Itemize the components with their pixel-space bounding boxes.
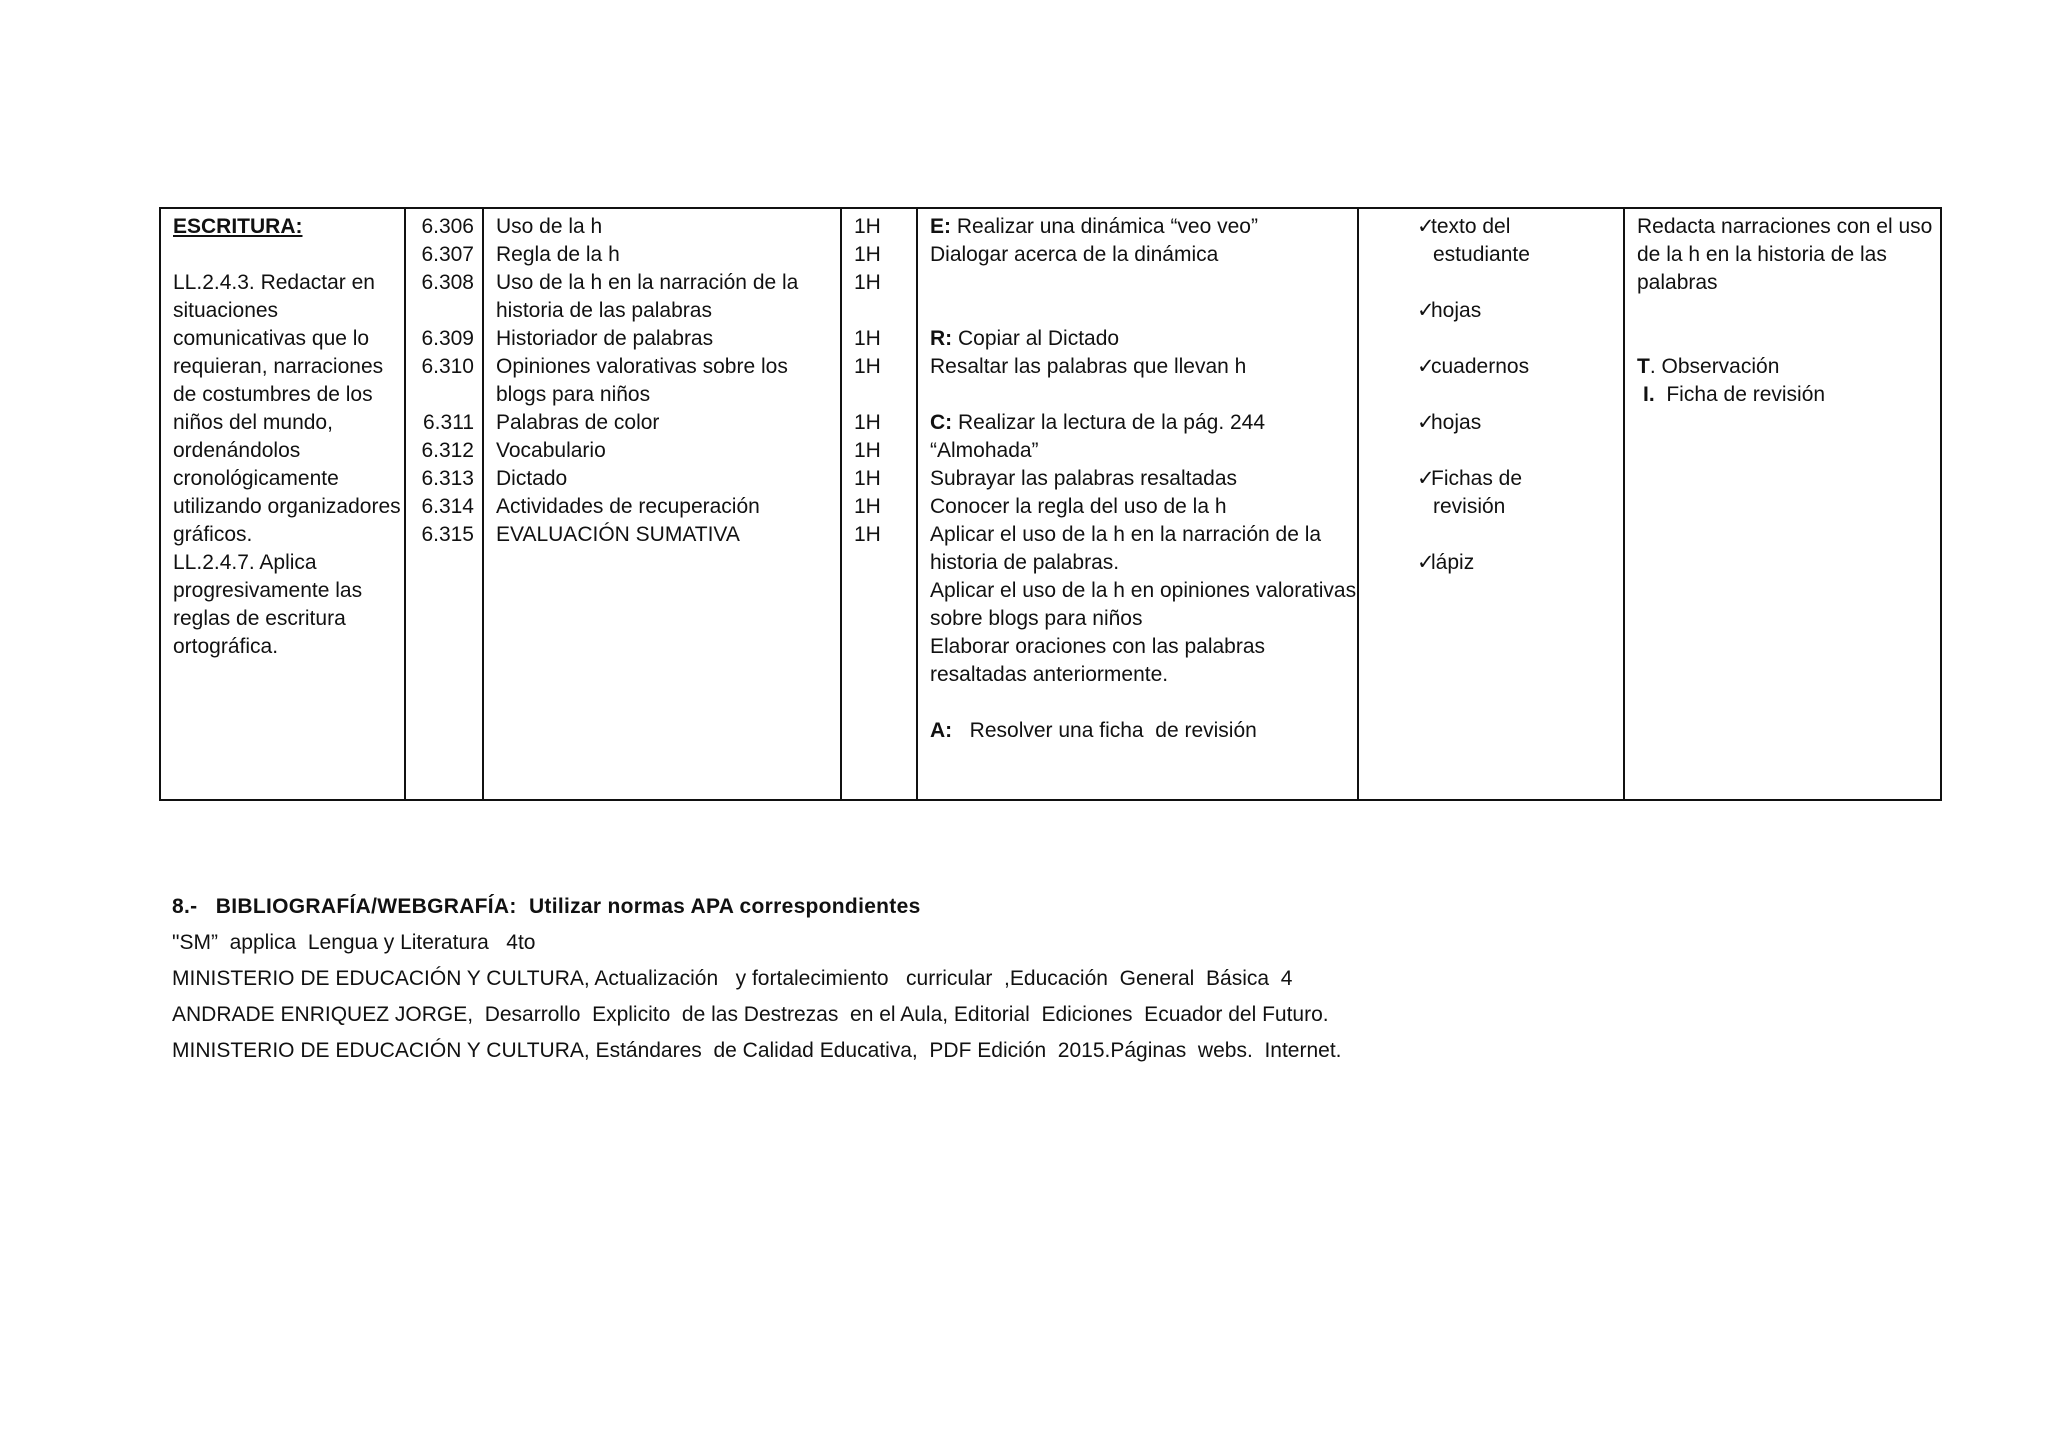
resource-item (1389, 213, 1611, 269)
skills-cell (160, 208, 405, 800)
resource-item (1389, 297, 1611, 325)
technique-label: T (1637, 355, 1650, 378)
hour: 1H (854, 355, 881, 378)
skill-line: reglas de escritura (173, 607, 346, 630)
lesson-plan-table (159, 207, 1942, 801)
code: 6.307 (421, 243, 474, 266)
activity-line: Elaborar oraciones con las palabras (930, 635, 1266, 658)
topic: Regla de la h (496, 243, 620, 266)
skill-line: requieran, narraciones (173, 355, 384, 378)
code: 6.313 (421, 467, 474, 490)
hour: 1H (854, 411, 881, 434)
evaluation-instrument (1637, 381, 1928, 409)
activity-e-label: E: (930, 215, 951, 238)
code: 6.315 (421, 523, 474, 546)
activity-line: Dialogar acerca de la dinámica (930, 243, 1219, 266)
evaluation-line: palabras (1637, 271, 1718, 294)
activity-e (930, 213, 1345, 241)
resource-label: hojas (1431, 411, 1482, 434)
bibliography-entry: ANDRADE ENRIQUEZ JORGE, Desarrollo Explicito de las Destrezas en el Aula, Editorial Ediciones Ecuador del Futuro. (172, 1003, 1329, 1026)
check-icon: ✓ (1417, 467, 1435, 490)
code: 6.306 (421, 215, 474, 238)
bibliography-entry: "SM” applica Lengua y Literatura 4to (172, 931, 536, 954)
code: 6.312 (421, 439, 474, 462)
skill-line: situaciones (173, 299, 279, 322)
activity-r-label: R: (930, 327, 953, 350)
topic: historia de las palabras (496, 299, 712, 322)
activity-line: Aplicar el uso de la h en la narración de la (930, 523, 1322, 546)
activities-cell (917, 208, 1358, 800)
resource-label: Fichas de (1431, 467, 1523, 490)
resource-label: revisión (1433, 495, 1506, 518)
bibliography-section (172, 889, 1932, 1069)
skill-line: niños del mundo, (173, 411, 333, 434)
hour: 1H (854, 271, 881, 294)
activity-a-text: Resolver una ficha de revisión (952, 719, 1257, 742)
evaluation-technique (1637, 353, 1928, 381)
activity-c-text: Realizar la lectura de la pág. 244 (952, 411, 1266, 434)
table-row (160, 208, 1941, 800)
evaluation-line: de la h en la historia de las (1637, 243, 1887, 266)
skill-line: comunicativas que lo (173, 327, 370, 350)
bibliography-entry: MINISTERIO DE EDUCACIÓN Y CULTURA, Actualización y fortalecimiento curricular ,Educación General Básica 4 (172, 967, 1293, 990)
topic: blogs para niños (496, 383, 651, 406)
topic: Vocabulario (496, 439, 606, 462)
section-heading: ESCRITURA: (173, 215, 303, 238)
codes-cell (405, 208, 483, 800)
skill-line: LL.2.4.3. Redactar en (173, 271, 375, 294)
resource-label: estudiante (1433, 243, 1530, 266)
check-icon: ✓ (1417, 299, 1435, 322)
resource-label: texto del (1431, 215, 1511, 238)
resource-label: cuadernos (1431, 355, 1530, 378)
resource-item (1389, 409, 1611, 437)
topic: Opiniones valorativas sobre los (496, 355, 788, 378)
hours-cell (841, 208, 917, 800)
skill-line: ordenándolos (173, 439, 301, 462)
instrument-text: Ficha de revisión (1654, 383, 1826, 406)
bibliography-heading: 8.- BIBLIOGRAFÍA/WEBGRAFÍA: Utilizar normas APA correspondientes (172, 895, 921, 918)
hour: 1H (854, 523, 881, 546)
activity-e-text: Realizar una dinámica “veo veo” (951, 215, 1258, 238)
skill-line: LL.2.4.7. Aplica (173, 551, 317, 574)
instrument-label: I. (1643, 383, 1655, 406)
code: 6.309 (421, 327, 474, 350)
resource-item (1389, 549, 1611, 577)
topic: Uso de la h (496, 215, 603, 238)
resource-item (1389, 465, 1611, 521)
check-icon: ✓ (1417, 411, 1435, 434)
hour: 1H (854, 439, 881, 462)
skill-line: gráficos. (173, 523, 253, 546)
code (410, 297, 474, 325)
activity-a (930, 717, 1345, 745)
hour: 1H (854, 243, 881, 266)
activity-r (930, 325, 1345, 353)
check-icon: ✓ (1417, 355, 1435, 378)
bibliography-entry: MINISTERIO DE EDUCACIÓN Y CULTURA, Estándares de Calidad Educativa, PDF Edición 2015.Páginas webs. Internet. (172, 1039, 1342, 1062)
activity-c-label: C: (930, 411, 953, 434)
topic: Uso de la h en la narración de la (496, 271, 799, 294)
resource-item (1389, 353, 1611, 381)
resource-label: hojas (1431, 299, 1482, 322)
resources-cell (1358, 208, 1624, 800)
activity-line: historia de palabras. (930, 551, 1120, 574)
hour: 1H (854, 215, 881, 238)
code: 6.310 (421, 355, 474, 378)
skill-line: progresivamente las (173, 579, 363, 602)
check-icon: ✓ (1417, 551, 1435, 574)
hour: 1H (854, 327, 881, 350)
hour (854, 381, 904, 409)
code (410, 381, 474, 409)
activity-line: sobre blogs para niños (930, 607, 1143, 630)
activity-line: Subrayar las palabras resaltadas (930, 467, 1238, 490)
topic: Historiador de palabras (496, 327, 714, 350)
code: 6.308 (421, 271, 474, 294)
check-icon: ✓ (1417, 215, 1435, 238)
resource-label: lápiz (1431, 551, 1475, 574)
activity-r-text: Copiar al Dictado (952, 327, 1120, 350)
technique-text: . Observación (1649, 355, 1780, 378)
topics-cell (483, 208, 841, 800)
skill-line: cronológicamente (173, 467, 339, 490)
hour (854, 297, 904, 325)
topic: Dictado (496, 467, 568, 490)
activity-line: Aplicar el uso de la h en opiniones valorativas (930, 579, 1357, 602)
activity-line: Resaltar las palabras que llevan h (930, 355, 1247, 378)
topic: Actividades de recuperación (496, 495, 760, 518)
activity-line: Conocer la regla del uso de la h (930, 495, 1227, 518)
code: 6.311 (423, 411, 474, 434)
hour: 1H (854, 495, 881, 518)
activity-c (930, 409, 1345, 437)
activity-line: “Almohada” (930, 439, 1039, 462)
hour: 1H (854, 467, 881, 490)
skill-line: ortográfica. (173, 635, 279, 658)
activity-a-label: A: (930, 719, 953, 742)
evaluation-cell (1624, 208, 1941, 800)
activity-line: resaltadas anteriormente. (930, 663, 1169, 686)
skill-line: utilizando organizadores (173, 495, 401, 518)
skill-line: de costumbres de los (173, 383, 373, 406)
topic: Palabras de color (496, 411, 660, 434)
code: 6.314 (421, 495, 474, 518)
topic: EVALUACIÓN SUMATIVA (496, 523, 740, 546)
evaluation-line: Redacta narraciones con el uso (1637, 215, 1933, 238)
